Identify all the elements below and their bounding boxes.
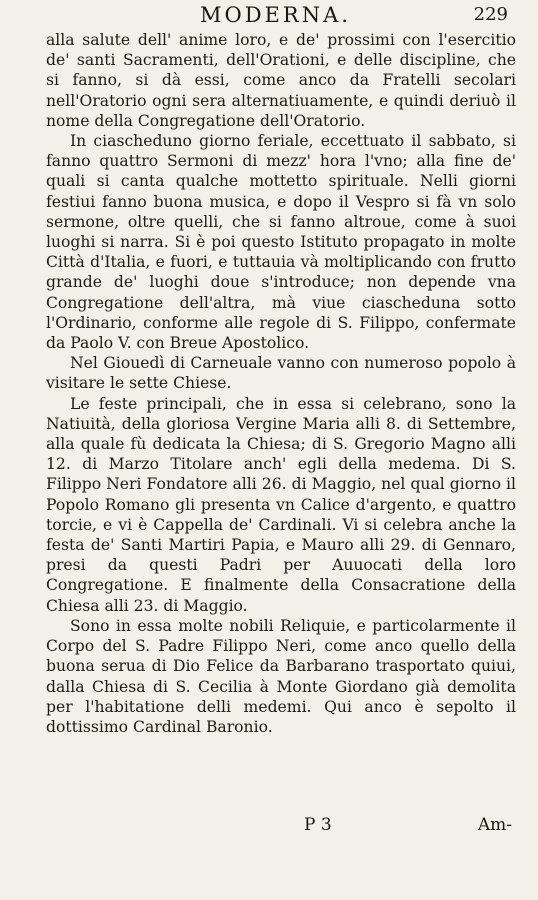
page-footer [46,815,516,839]
paragraph: alla salute dell' anime loro, e de' prossimi con l'esercitio de' santi Sacramenti, dell'Orationi, e delle discipline, che si fanno, si dà essi, come anco da Fratelli secolari nell'Oratorio ogni sera alternatiuamente, e quindi deriuò il nome della Congregatione dell'Oratorio. [46,31,516,130]
signature-mark: P 3 [304,815,332,835]
paragraph: In ciascheduno giorno feriale, eccettuato il sabbato, si fanno quattro Sermoni di mezz' hora l'vno; alla fine de' quali si canta qualche mottetto spirituale. Nelli giorni festiui fanno buona musica, e dopo il Vespro si fà vn solo sermone, oltre quelli, che si fanno altroue, come à suoi luoghi si narra. Si è poi questo Istituto propagato in molte Città d'Italia, e fuori, e tuttauia và moltiplicando con frutto grande de' luoghi doue s'introduce; non depende vna Congregatione dell'altra, mà viue ciascheduna sotto l'Ordinario, conforme alle regole di S. Filippo, confermate da Paolo V. con Breue Apostolico. [46,132,516,353]
page-number: 229 [473,4,508,25]
paragraph: Nel Giouedì di Carneuale vanno con numeroso popolo à visitare le sette Chiese. [46,354,516,393]
paragraph: Le feste principali, che in essa si celebrano, sono la Natiuità, della gloriosa Vergine Maria alli 8. di Settembre, alla quale fù dedicata la Chiesa; di S. Gregorio Magno alli 12. di Marzo Titolare anch' egli della medema. Di S. Filippo Neri Fondatore alli 26. di Maggio, nel qual giorno il Popolo Romano gli presenta vn Calice d'argento, e quattro torcie, e vi è Cappella de' Cardinali. Vi si celebra anche la festa de' Santi Martiri Papia, e Mauro alli 29. di Gennaro, presi da questi Padri per Auuocati della loro Congregatione. E finalmente della Consacratione della Chiesa alli 23. di Maggio. [46,394,516,615]
page-header [40,3,518,27]
catchword: Am- [477,815,512,835]
running-head: MODERNA. [200,3,351,27]
body-text [46,30,516,737]
paragraph: Sono in essa molte nobili Reliquie, e particolarmente il Corpo del S. Padre Filippo Neri, come anco quello della buona serua di Dio Felice da Barbarano trasportato quiui, dalla Chiesa di S. Cecilia à Monte Giordano già demolita per l'habitatione delli medemi. Qui anco è sepolto il dottissimo Cardinal Baronio. [46,616,516,736]
